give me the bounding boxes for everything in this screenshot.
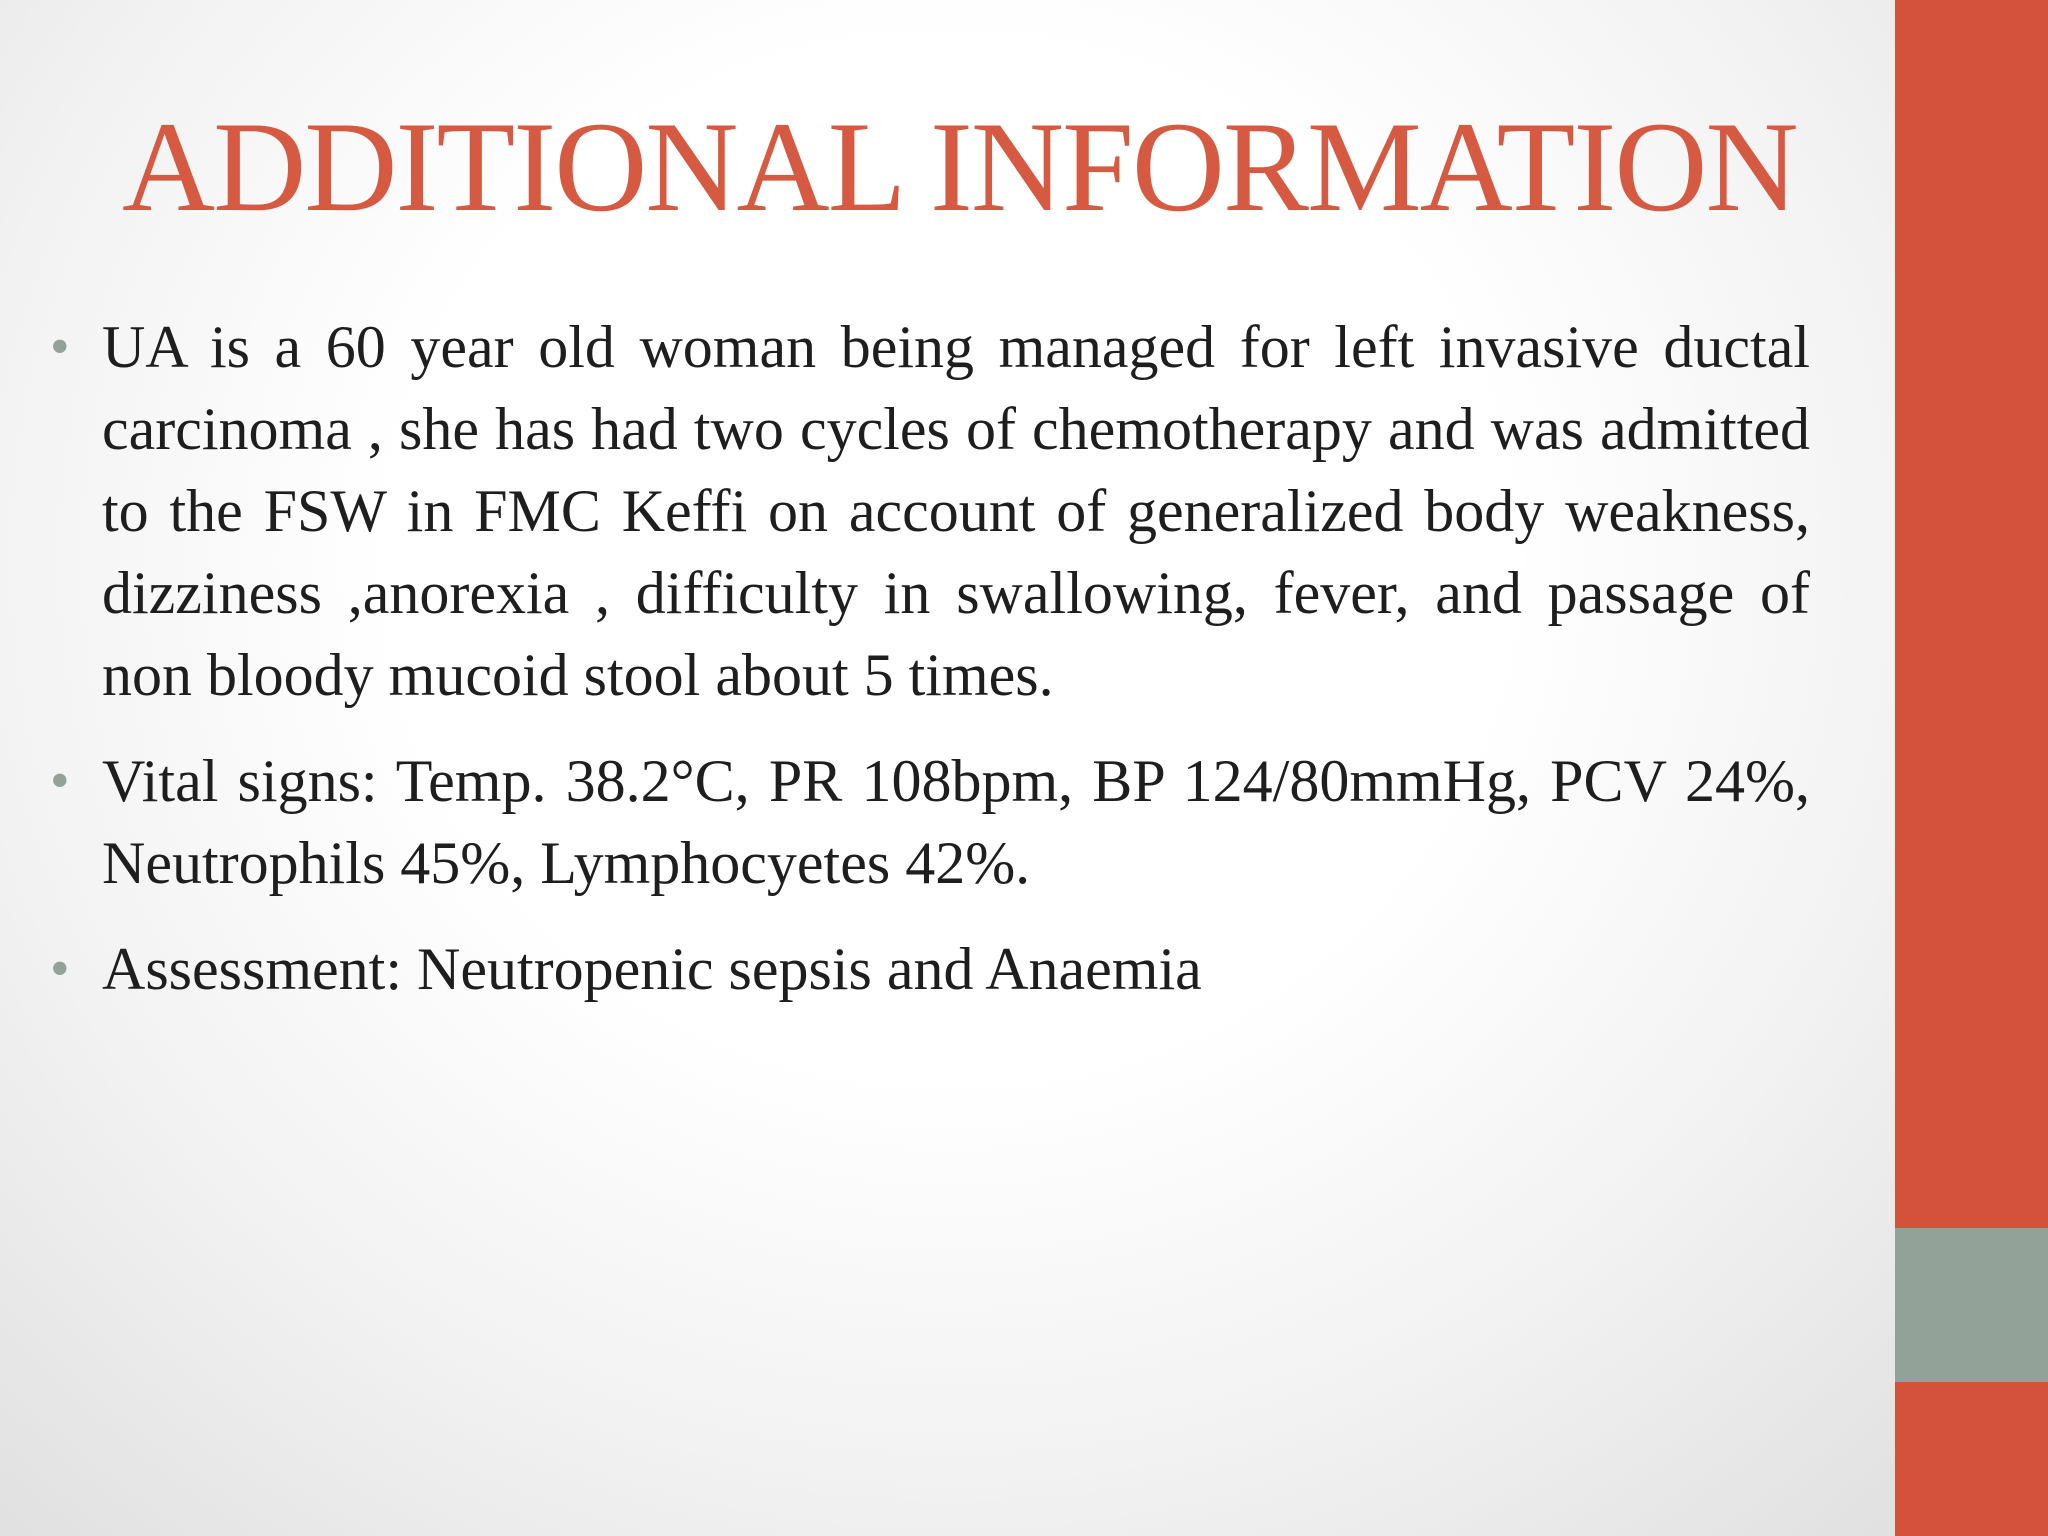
bullet-icon: • [50,938,70,1000]
bullet-text-assessment: Assessment: Neutropenic sepsis and Anaemia [102,936,1202,1002]
bullet-item-history [50,306,1810,716]
accent-bar-middle [1895,1228,2048,1382]
bullet-text-vital-signs: Vital signs: Temp. 38.2°C, PR 108bpm, BP 124/80mmHg, PCV 24%, Neutrophils 45%, Lymphocyetes 42%. [102,748,1810,896]
bullet-list [50,306,1810,1034]
bullet-icon: • [50,316,70,378]
accent-bar-bottom [1895,1382,2048,1536]
bullet-text-history: UA is a 60 year old woman being managed for left invasive ductal carcinoma , she has had two cycles of chemotherapy and was admitted to the FSW in FMC Keffi on account of generalized body weakness, dizziness ,anorexia , difficulty in swallowing, fever, and passage of non bloody mucoid stool about 5 times. [102,314,1810,708]
bullet-icon: • [50,750,70,812]
bullet-item-vital-signs [50,740,1810,904]
accent-bar-top [1895,0,2048,1228]
slide-title: ADDITIONAL INFORMATION [122,95,1797,238]
bullet-item-assessment [50,928,1810,1010]
